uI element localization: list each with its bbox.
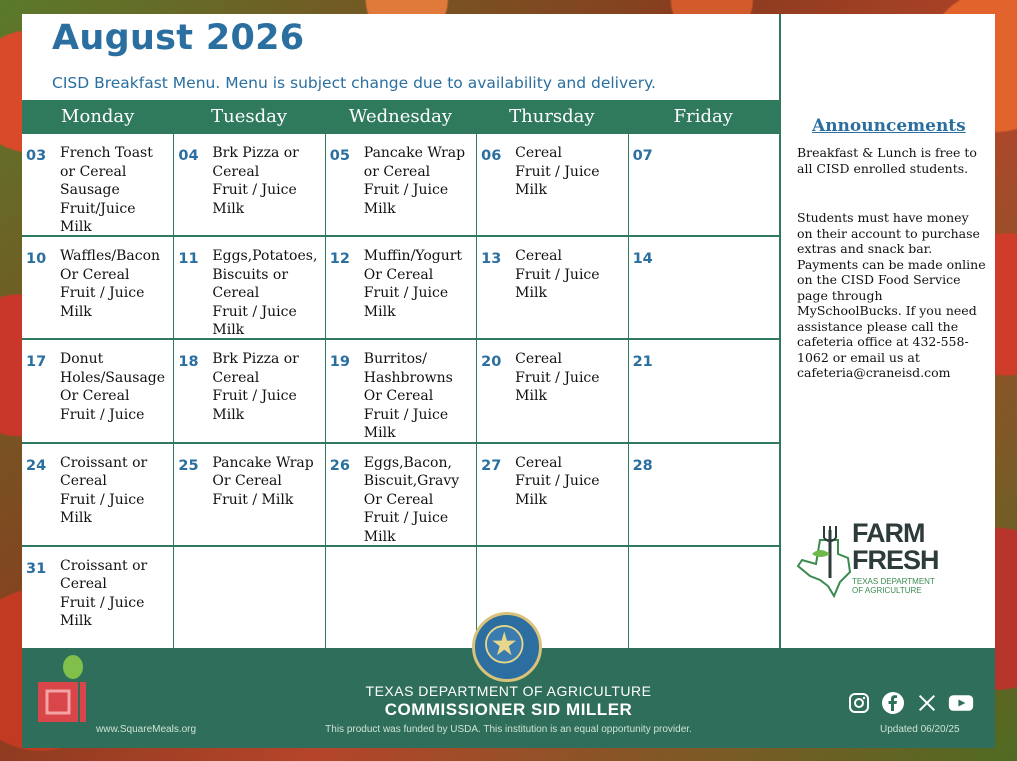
day-cell bbox=[476, 340, 627, 441]
day-cell bbox=[173, 340, 324, 441]
meal-text: Brk Pizza or Cereal Fruit / Juice Milk bbox=[212, 351, 299, 423]
day-number: 25 bbox=[178, 457, 199, 474]
youtube-icon[interactable] bbox=[948, 690, 974, 716]
farm-fresh-sub1: TEXAS DEPARTMENT bbox=[852, 577, 935, 586]
meal-text: Burritos/ Hashbrowns Or Cereal Fruit / Juice Milk bbox=[363, 351, 453, 442]
day-number: 07 bbox=[632, 148, 653, 164]
day-number bbox=[330, 557, 364, 648]
weekday-wednesday: Wednesday bbox=[348, 105, 453, 127]
meal-text: Cereal Fruit / Juice Milk bbox=[515, 248, 600, 302]
day-number: 17 bbox=[26, 354, 47, 371]
meal-text: Cereal Fruit / Juice Milk bbox=[515, 351, 600, 405]
day-number: 03 bbox=[26, 148, 47, 164]
meal-text: Muffin/Yogurt Or Cereal Fruit / Juice Milk bbox=[363, 248, 463, 320]
day-number bbox=[178, 557, 212, 648]
weekday-thursday: Thursday bbox=[509, 105, 595, 127]
page-subtitle: CISD Breakfast Menu. Menu is subject change due to availability and delivery. bbox=[52, 74, 656, 92]
day-cell bbox=[325, 340, 476, 441]
day-cell bbox=[476, 444, 627, 545]
farm-fresh-logo bbox=[852, 520, 939, 574]
farm-fresh-sub bbox=[852, 577, 935, 595]
day-number: 26 bbox=[329, 457, 350, 474]
week-row bbox=[22, 338, 779, 441]
day-number: 31 bbox=[26, 560, 47, 577]
weekday-friday: Friday bbox=[673, 105, 733, 127]
instagram-icon[interactable] bbox=[846, 690, 872, 716]
day-cell bbox=[22, 340, 173, 441]
farm-fresh-sub2: OF AGRICULTURE bbox=[852, 586, 922, 595]
agriculture-seal-icon bbox=[472, 612, 542, 682]
day-cell bbox=[628, 444, 779, 545]
announcements-title: Announcements bbox=[812, 116, 966, 136]
calendar-grid bbox=[22, 100, 779, 648]
day-number: 11 bbox=[178, 251, 199, 268]
day-number: 06 bbox=[481, 148, 502, 164]
day-cell bbox=[173, 547, 324, 648]
footer-commissioner: COMMISSIONER SID MILLER bbox=[384, 700, 633, 719]
weekday-tuesday: Tuesday bbox=[211, 105, 288, 127]
day-number: 12 bbox=[329, 251, 350, 268]
day-cell bbox=[628, 547, 779, 648]
sidebar-divider bbox=[779, 14, 781, 648]
announcement-free-meals: Breakfast & Lunch is free to all CISD enrolled students. bbox=[797, 145, 977, 176]
day-number: 19 bbox=[329, 354, 350, 371]
day-cell bbox=[173, 237, 324, 338]
week-row bbox=[22, 132, 779, 235]
day-cell bbox=[476, 134, 627, 235]
footer-updated: Updated 06/20/25 bbox=[880, 724, 960, 735]
week-row bbox=[22, 545, 779, 648]
facebook-icon[interactable] bbox=[880, 690, 906, 716]
announcement-account-money: Students must have money on their account to purchase extras and snack bar. Payments can be made online on the CISD Food Service page through MySchoolBucks. If you need assistance please call the cafeteria office at 432-558-1062 or email us at cafeteria@craneisd.com bbox=[797, 210, 986, 380]
social-links bbox=[846, 690, 974, 716]
day-number: 04 bbox=[178, 148, 199, 164]
day-number: 13 bbox=[481, 251, 502, 268]
day-number: 24 bbox=[26, 457, 47, 474]
meal-text: Cereal Fruit / Juice Milk bbox=[515, 454, 600, 508]
day-cell bbox=[325, 547, 476, 648]
day-cell bbox=[173, 134, 324, 235]
page-title: August 2026 bbox=[52, 18, 305, 58]
day-number: 27 bbox=[481, 457, 502, 474]
day-cell bbox=[628, 237, 779, 338]
meal-text: Croissant or Cereal Fruit / Juice Milk bbox=[60, 557, 148, 630]
day-number: 28 bbox=[632, 457, 653, 474]
meal-text: Donut Holes/Sausage Or Cereal Fruit / Juice bbox=[60, 351, 166, 423]
day-cell bbox=[22, 237, 173, 338]
day-cell bbox=[173, 444, 324, 545]
meal-text: Pancake Wrap or Cereal Fruit / Juice Milk bbox=[363, 145, 466, 217]
meal-text: French Toast or Cereal Sausage Fruit/Juice Milk bbox=[60, 145, 153, 235]
day-cell bbox=[476, 237, 627, 338]
day-number bbox=[633, 557, 667, 648]
footer-agency: TEXAS DEPARTMENT OF AGRICULTURE bbox=[365, 683, 652, 699]
weekday-header bbox=[22, 100, 779, 132]
day-cell bbox=[325, 134, 476, 235]
meal-text: Pancake Wrap Or Cereal Fruit / Milk bbox=[212, 454, 314, 508]
weekday-monday: Monday bbox=[61, 105, 135, 127]
x-icon[interactable] bbox=[914, 690, 940, 716]
day-cell bbox=[628, 134, 779, 235]
day-number: 21 bbox=[632, 354, 653, 371]
day-cell bbox=[22, 547, 173, 648]
day-number: 05 bbox=[329, 148, 350, 164]
meal-text: Brk Pizza or Cereal Fruit / Juice Milk bbox=[212, 145, 299, 217]
farm-fresh-line1: FARM bbox=[852, 518, 925, 548]
day-number: 18 bbox=[178, 354, 199, 371]
day-cell bbox=[325, 237, 476, 338]
meal-text: Waffles/Bacon Or Cereal Fruit / Juice Milk bbox=[60, 248, 161, 320]
day-number: 20 bbox=[481, 354, 502, 371]
week-row bbox=[22, 442, 779, 545]
day-cell bbox=[22, 444, 173, 545]
week-row bbox=[22, 235, 779, 338]
meal-text: Croissant or Cereal Fruit / Juice Milk bbox=[60, 454, 148, 527]
meal-text: Cereal Fruit / Juice Milk bbox=[515, 145, 600, 198]
day-cell bbox=[628, 340, 779, 441]
farm-fresh-line2: FRESH bbox=[852, 545, 939, 575]
footer-website: www.SquareMeals.org bbox=[96, 724, 197, 735]
day-number: 14 bbox=[632, 251, 653, 268]
day-number: 10 bbox=[26, 251, 47, 268]
day-cell bbox=[325, 444, 476, 545]
footer-funding-note: This product was funded by USDA. This institution is an equal opportunity provider. bbox=[325, 724, 692, 735]
meal-text: Eggs,Potatoes, Biscuits or Cereal Fruit / Juice Milk bbox=[212, 248, 318, 339]
day-cell bbox=[22, 134, 173, 235]
meal-text: Eggs,Bacon, Biscuit,Gravy Or Cereal Fruit / Juice Milk bbox=[363, 454, 460, 545]
